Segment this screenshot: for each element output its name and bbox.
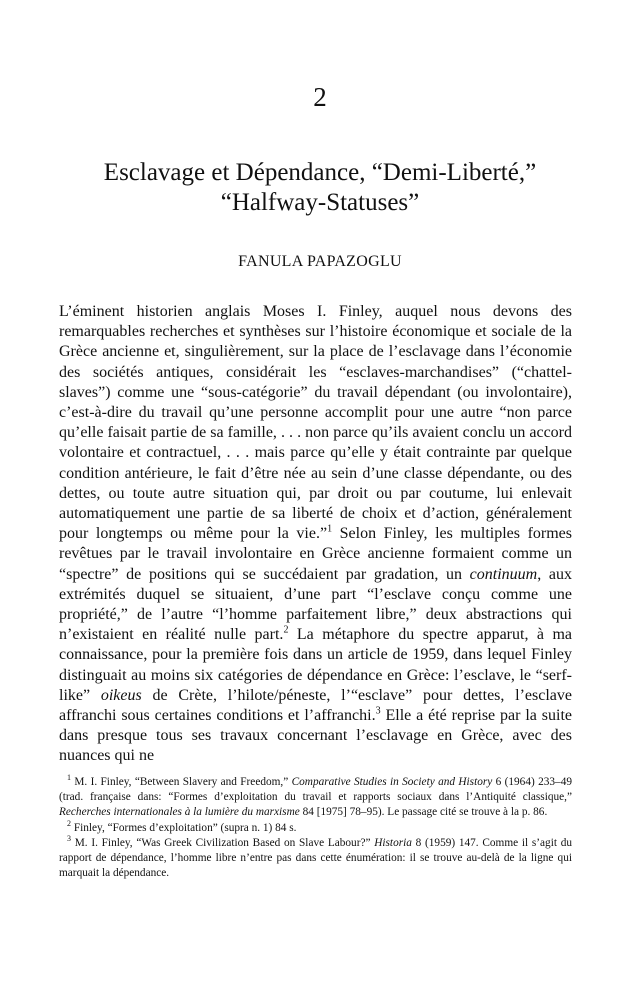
footnote-ref-1: 1 [327,523,333,535]
sentence-3b: de Crète, l’hilote/péneste, l’“esclave” pour dettes, l’esclave affranchi sous certaines conditions et l’affranchi. [59,686,573,725]
chapter-title-line-1: Esclavage et Dépendance, “Demi-Liberté,” [103,159,537,186]
footnotes [59,775,572,881]
footnote-3-text-a: M. I. Finley, “Was Greek Civilization Based on Slave Labour?” [74,836,375,849]
body-paragraph [59,302,572,767]
paragraph [59,302,572,767]
footnote-1-journal: Comparative Studies in Society and History [291,776,493,788]
footnote-1-number: 1 [67,773,71,783]
chapter-number: 2 [313,82,327,112]
footnote-ref-2: 2 [283,624,289,636]
footnote-3 [59,836,572,882]
sentence-2a: Selon Finley, les multiples formes revêtues par le travail involontaire en Grèce ancienne formaient comme un “spectre” de positions qui se succédaient par gradation, un [59,525,572,583]
footnote-1-journal-2: Recherches internationales à la lumière du marxisme [59,806,300,819]
footnote-1-text-b: 6 (1964) 233–49 (trad. française dans: “Formes d’exploitation du travail et rapports sociaux dans l’Antiquité classique,” [59,776,572,804]
sentence-3a: La métaphore du spectre apparut, à ma connaissance, pour la première fois dans un article de 1959, dans lequel Finley distinguait au moins six catégories de dépendance en Grèce: l’esclave, le “serf-like” [59,626,573,704]
sentence-1: L’éminent historien anglais Moses I. Finley, auquel nous devons des remarquables recherches et synthèses sur l’histoire économique et sociale de la Grèce ancienne et, singulièrement, sur la place de l’esclavage dans l’économie des sociétés antiques, considérait les “esclaves-marchandises” (“chattel-slaves”) comme une “sous-catégorie” du travail dépendant (ou involontaire), c’est-à-dire du travail qu’une personne accomplit pour une autre “non parce qu’elle faisait partie de sa famille, . . . non parce qu’ils avaient conclu un accord volontaire et contractuel, . . . mais parce qu’elle y était contrainte par quelque condition antérieure, le fait d’être née au sein d’une classe dépendante, ou des dettes, ou toute autre situation qui, par droit ou par coutume, lui enlevait automatiquement une partie de sa liberté de choix et d’action, généralement pour longtemps ou même pour la vie.” [59,303,572,543]
footnote-2-number: 2 [67,818,71,828]
sentence-4: Elle a été reprise par la suite dans presque tous ses travaux concernant l’esclavage en Grèce, avec des nuances qui ne [59,707,572,765]
footnote-1-text-a: M. I. Finley, “Between Slavery and Freedom,” [74,776,292,788]
footnote-2 [59,818,572,836]
author-name: FANULA PAPAZOGLU [238,253,402,270]
footnote-1-text-c: 84 [1975] 78–95). Le passage cité se trouve à la p. 86. [299,806,548,819]
sentence-2b: , aux extrémités duquel se situaient, d’une part “l’esclave conçu comme une propriété,” de l’autre “l’homme parfaitement libre,” deux abstractions qui n’existaient en réalité nulle part. [59,565,572,644]
footnote-3-text-b: 8 (1959) 147. Comme il s’agit du rapport de dépendance, l’homme libre n’entre pas dans cette énumération: il se trouve au-delà de la ligne qui marquait la dépendance. [59,836,572,880]
footnote-3-number: 3 [67,834,71,844]
footnote-1 [59,775,572,821]
chapter-title [40,158,600,218]
footnote-ref-3: 3 [375,705,381,717]
chapter-title-line-2: “Halfway-Statuses” [220,189,420,216]
footnote-2-text: Finley, “Formes d’exploitation” (supra n. 1) 84 s. [73,821,297,834]
italic-oikeus: oikeus [100,686,142,704]
footnote-3-journal: Historia [374,836,412,849]
italic-continuum: continuum [469,565,538,583]
